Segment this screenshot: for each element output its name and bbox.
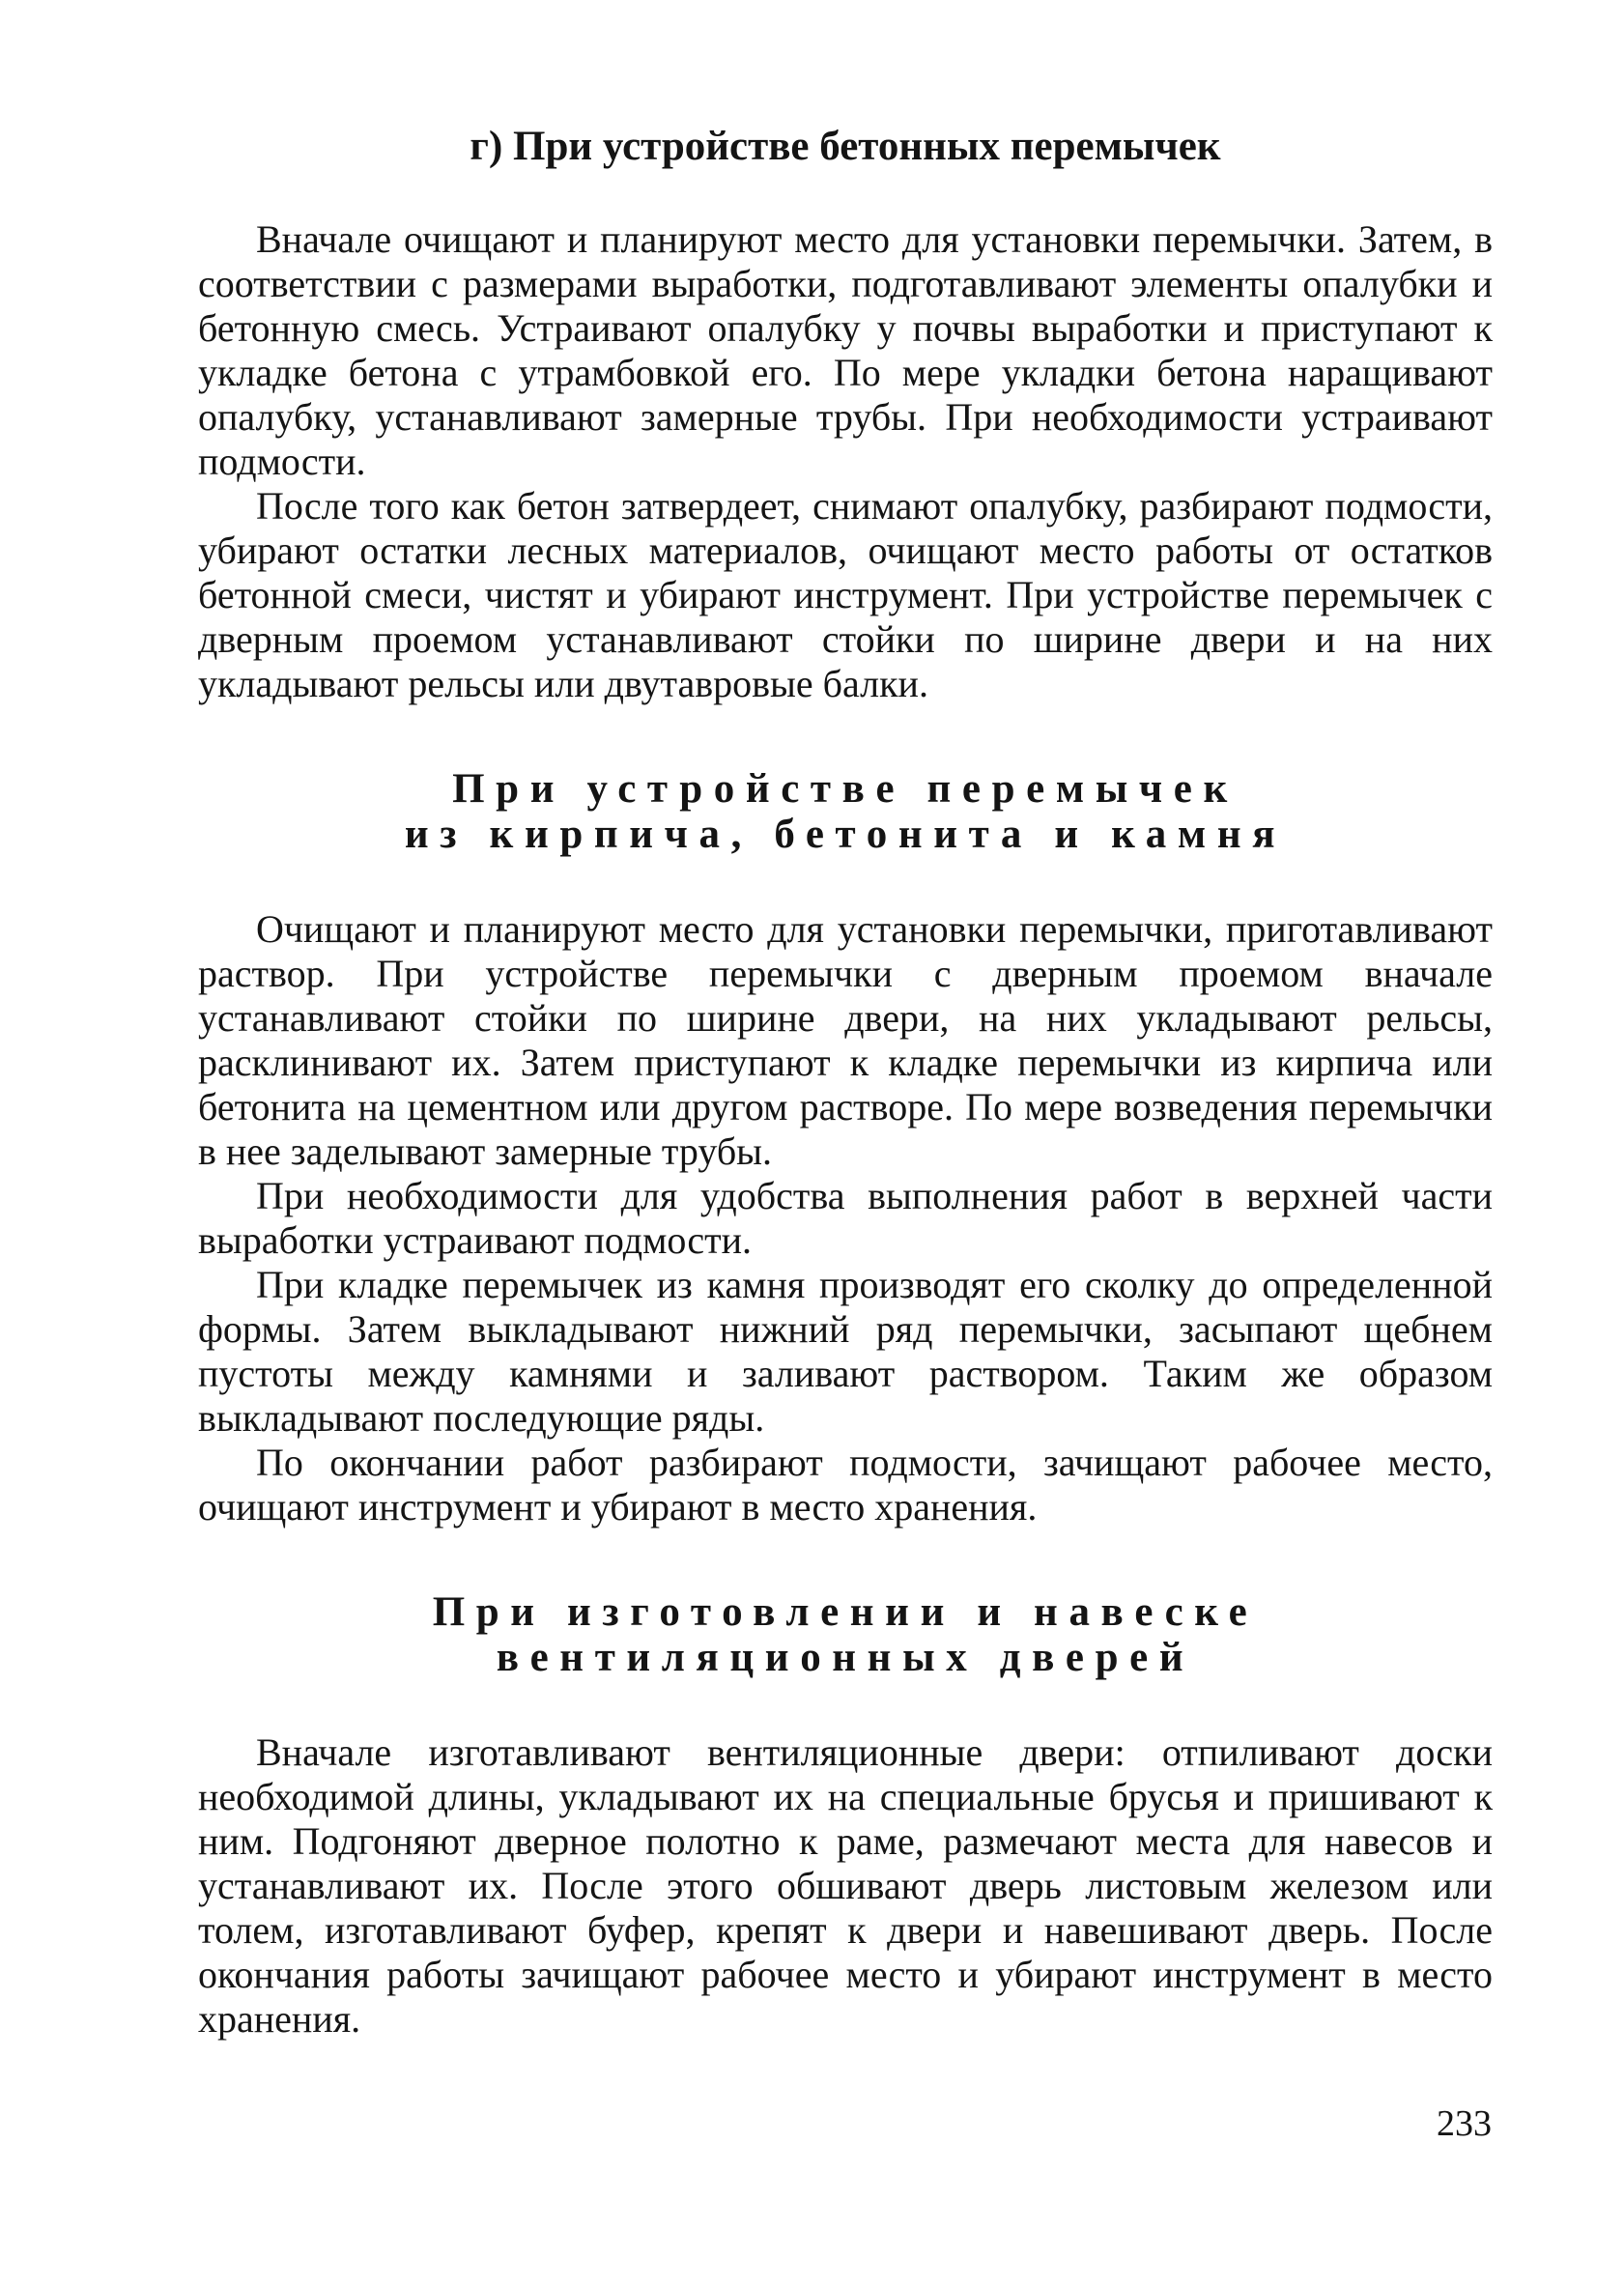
paragraph: По окончании работ разбирают подмости, зачищают рабочее место, очищают инструмент и убирают в место хранения. xyxy=(198,1441,1493,1529)
paragraph: Вначале изготавливают вентиляционные двери: отпиливают доски необходимой длины, укладывают их на специальные брусья и пришивают к ним. Подгоняют дверное полотно к раме, размечают места для навесов и устанавливают их. После этого обшивают дверь листовым железом или толем, изготавливают буфер, крепят к двери и навешивают дверь. После окончания работы зачищают рабочее место и убирают инструмент в место хранения. xyxy=(198,1730,1493,2041)
document-page xyxy=(198,124,1493,2042)
paragraph: При кладке перемычек из камня производят его сколку до определенной формы. Затем выкладывают нижний ряд перемычки, засыпают щебнем пустоты между камнями и заливают раствором. Таким же образом выкладывают последующие ряды. xyxy=(198,1263,1493,1440)
heading-line: При устройстве перемычек xyxy=(452,766,1239,812)
heading-line: При изготовлении и навеске xyxy=(432,1589,1259,1635)
section-heading-concrete-bulkheads: г) При устройстве бетонных перемычек xyxy=(470,124,1221,169)
paragraph: Вначале очищают и планируют место для установки перемычки. Затем, в соответствии с размерами выработки, подготавливают элементы опалубки и бетонную смесь. Устраивают опалубку у почвы выработки и приступают к укладке бетона с утрамбовкой его. По мере укладки бетона наращивают опалубку, устанавливают замерные трубы. При необходимости устраивают подмости. xyxy=(198,217,1493,483)
page-number: 233 xyxy=(1437,2103,1492,2144)
paragraph: Очищают и планируют место для установки перемычки, приготавливают раствор. При устройстве перемычки с дверным проемом вначале устанавливают стойки по ширине двери, на них укладывают рельсы, расклинивают их. Затем приступают к кладке перемычки из кирпича или бетонита на цементном или другом растворе. По мере возведения перемычки в нее заделывают замерные трубы. xyxy=(198,907,1493,1173)
section-heading-ventilation-doors xyxy=(198,1589,1493,1680)
heading-line: из кирпича, бетонита и камня xyxy=(404,812,1287,857)
paragraph: После того как бетон затвердеет, снимают опалубку, разбирают подмости, убирают остатки лесных материалов, очищают место работы от остатков бетонной смеси, чистят и убирают инструмент. При устройстве перемычек с дверным проемом устанавливают стойки по ширине двери и на них укладывают рельсы или двутавровые балки. xyxy=(198,484,1493,705)
heading-line: вентиляционных дверей xyxy=(496,1635,1195,1680)
section-heading-brick-bulkheads xyxy=(198,766,1493,857)
paragraph: При необходимости для удобства выполнения работ в верхней части выработки устраивают подмости. xyxy=(198,1174,1493,1262)
